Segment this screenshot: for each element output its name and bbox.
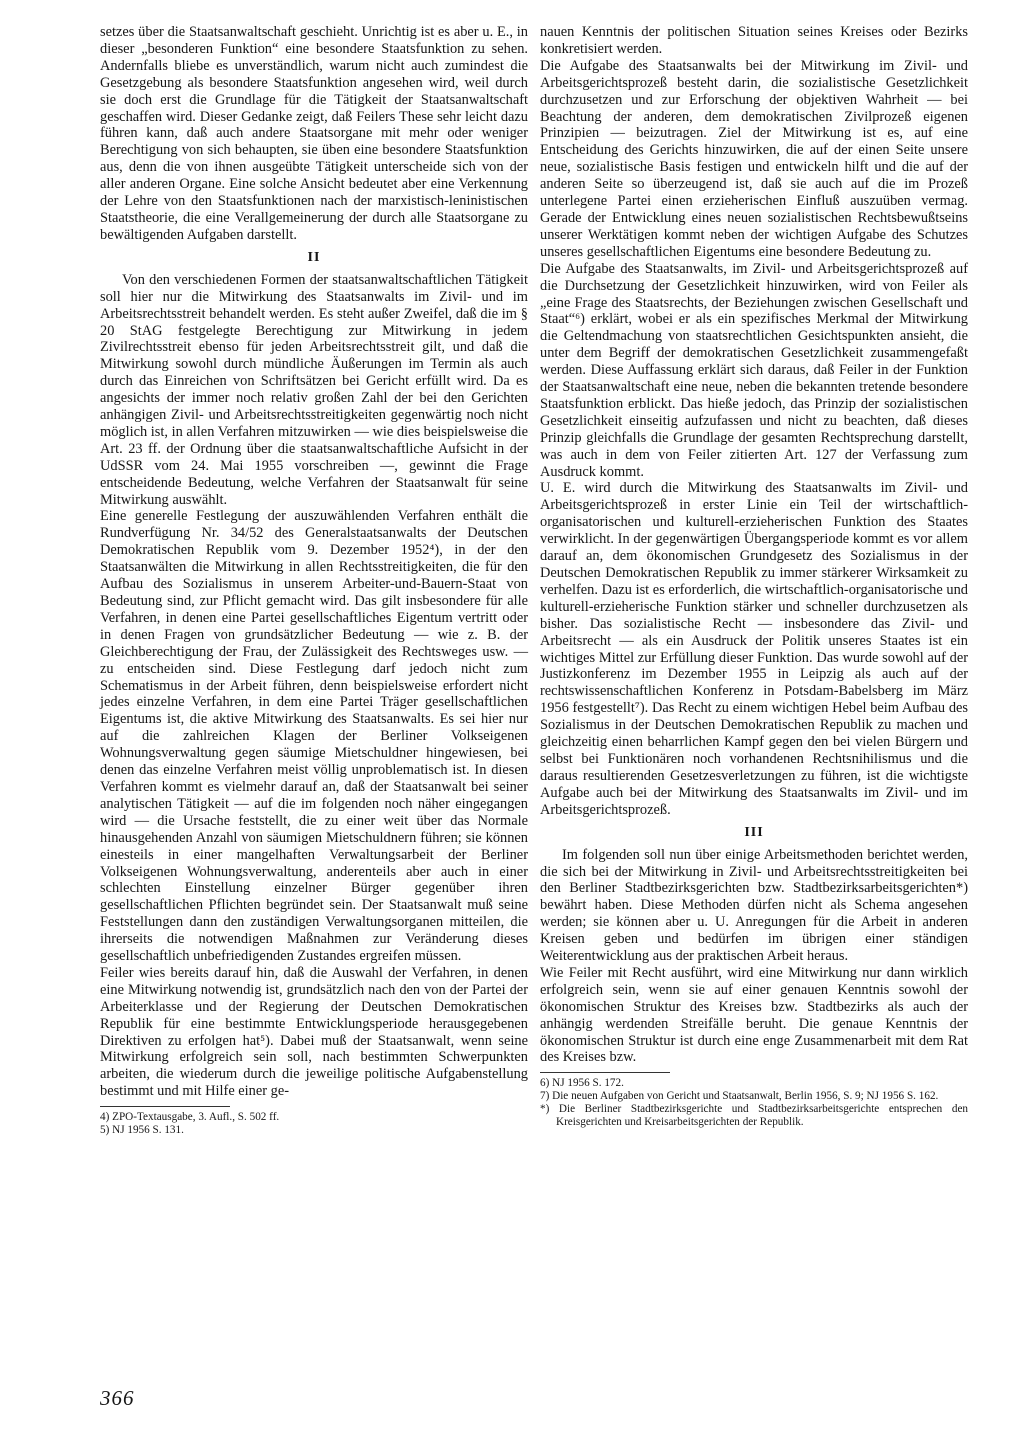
paragraph: setzes über die Staatsanwaltschaft geschieht. Unrichtig ist es aber u. E., in dieser „besonderen Funktion“ eine besondere Staatsfunktion zu sehen. Andernfalls bliebe es unverständlich, warum nicht auch zumindest die Gesetzgebung als besondere Staatsfunktion angesehen wird, weil durch sie doch erst die Grundlage für die Tätigkeit der Staatsanwaltschaft geschaffen wird. Dieser Gedanke zeigt, daß Feilers These sehr leicht dazu führen kann, daß auch andere Staatsorgane mit mehr oder weniger Berechtigung von sich behaupten, sie üben eine besondere Staatsfunktion aus, denn die von ihnen ausgeübte Tätigkeit unterscheide sich von der aller anderen Organe. Eine solche Ansicht bedeutet aber eine Verkennung der Lehre von den Staatsfunktionen nach der marxistisch-leninistischen Staatstheorie, die eine Verallgemeinerung der durch alle Staatsorgane zu bewältigenden Aufgaben darstellt. (100, 24, 528, 243)
paragraph: nauen Kenntnis der politischen Situation seines Kreises oder Bezirks konkretisiert werden. (540, 24, 968, 57)
footnote: 4) ZPO-Textausgabe, 3. Aufl., S. 502 ff. (100, 1111, 280, 1124)
right-column (540, 24, 968, 1129)
paragraph: Eine generelle Festlegung der auszuwählenden Verfahren enthält die Rundverfügung Nr. 34/52 des Generalstaatsanwalts der Deutschen Demokratischen Republik vom 9. Dezember 1952⁴), in der den Staatsanwälten die Mitwirkung in allen Rechtsstreitigkeiten, die für den Aufbau des Sozialismus in unserem Arbeiter-und-Bauern-Staat von Bedeutung sind, zur Pflicht gemacht wird. Das gilt insbesondere für alle Verfahren, in denen eine Partei gesellschaftliches Eigentum vertritt oder in denen Fragen von grundsätzlicher Bedeutung — wie z. B. der Gleichberechtigung der Frau, der Zulässigkeit des Rechtsweges usw. — zu entscheiden sind. Diese Festlegung darf jedoch nicht zum Schematismus in der Arbeit führen, denn beispielsweise erfordert nicht jedes einzelne Verfahren, in dem eine Partei Träger gesellschaftlichen Eigentums ist, die aktive Mitwirkung des Staatsanwalts. Es sei hier nur auf die zahlreichen Klagen der Berliner Volkseigenen Wohnungsverwaltung gegen säumige Mietschuldner hingewiesen, bei denen das einzelne Verfahren meist völlig unproblematisch ist. In diesen Verfahren kommt es vielmehr darauf an, daß der Staatsanwalt bei seiner analytischen Tätigkeit — auf die im folgenden noch näher eingegangen wird — die Ursache feststellt, die zu einer weit über das Normale hinausgehenden Anzahl von säumigen Mietschuldnern führen; sie können einesteils in einer mangelhaften Verwaltungsarbeit der Berliner Volkseigenen Wohnungsverwaltung, anderenteils aber auch in einer schlechten Einstellung einzelner Bürger gegenüber ihren gesellschaftlichen Pflichten begründet sein. Der Staatsanwalt muß seine Feststellungen dann den zuständigen Verwaltungsorganen mitteilen, die ihrerseits die notwendigen Maßnahmen zur Veränderung dieses gesellschaftlich unbefriedigenden Zustandes ergreifen müssen. (100, 508, 528, 965)
paragraph: Feiler wies bereits darauf hin, daß die Auswahl der Verfahren, in denen eine Mitwirkung notwendig ist, grundsätzlich nach den von der Partei der Arbeiterklasse und der Regierung der Deutschen Demokratischen Republik für eine bestimmte Entwicklungsperiode herausgegebenen Direktiven zu erfolgen hat⁵). Dabei muß der Staatsanwalt, wenn seine Mitwirkung erfolgreich sein soll, nach bestimmten Schwerpunkten arbeiten, die wiederum durch die jeweilige politische Aufgabenstellung bestimmt und mit Hilfe einer ge- (100, 964, 528, 1100)
paragraph: Von den verschiedenen Formen der staatsanwaltschaftlichen Tätigkeit soll hier nur die Mitwirkung des Staatsanwalts im Zivil- und im Arbeitsrechtsstreit behandelt werden. Es steht außer Zweifel, daß die im § 20 StAG festgelegte Berechtigung zur Mitwirkung in jedem Zivilrechtsstreit ebenso für jeden Arbeitsrechtsstreit gilt, und daß die Mitwirkung sowohl durch mündliche Äußerungen im Termin als auch durch das Einreichen von Schriftsätzen bei Gericht erfüllt wird. Da es angesichts der immer noch relativ großen Zahl der bei den Gerichten anhängigen Zivil- und Arbeitsrechtsstreitigkeiten gegenwärtig noch nicht möglich ist, in allen Verfahren mitzuwirken — wie dies beispielsweise die Art. 23 ff. der Ordnung über die staatsanwaltschaftliche Aufsicht in der UdSSR vom 24. Mai 1955 vorschreiben —, gewinnt die Frage entscheidende Bedeutung, welche Verfahren der Staatsanwalt für seine Mitwirkung auswählt. (100, 271, 528, 508)
section-heading: III (744, 824, 764, 840)
section-heading: II (307, 249, 321, 265)
page-number: 366 (100, 1386, 135, 1410)
footnote: 6) NJ 1956 S. 172. (540, 1077, 624, 1090)
paragraph: Die Aufgabe des Staatsanwalts, im Zivil- und Arbeitsgerichtsprozeß auf die Durchsetzung der Gesetzlichkeit hinzuwirken, wird von Feiler als „eine Frage des Staatsrechts, der Beziehungen zwischen Gesellschaft und Staat“⁶) erklärt, wobei er als ein spezifisches Merkmal der Mitwirkung die Geltendmachung von staatsrechtlichen Gesichtspunkten ansieht, die unter dem Begriff der demokratischen Gesetzlichkeit zusammengefaßt werden. Diese Auffassung erklärt sich daraus, daß Feiler in der Funktion der Staatsanwaltschaft eine neue, neben die bekannten tretende besondere Staatsfunktion erblickt. Das hieße jedoch, das Prinzip der sozialistischen Gesetzlichkeit einseitig aufzufassen und nicht zu beachten, daß dieses Prinzip gleichfalls die Grundlage der gesamten Rechtsprechung darstellt, was auch in dem von Feiler zitierten Art. 127 der Verfassung zum Ausdruck kommt. (540, 260, 968, 480)
footnote: 7) Die neuen Aufgaben von Gericht und Staatsanwalt, Berlin 1956, S. 9; NJ 1956 S. 162. (540, 1090, 939, 1103)
footnote-divider (540, 1072, 670, 1073)
paragraph: Die Aufgabe des Staatsanwalts bei der Mitwirkung im Zivil- und Arbeitsgerichtsprozeß besteht darin, die sozialistische Gesetzlichkeit durchzusetzen und zur Erforschung der objektiven Wahrheit — bei Beachtung der anderen, dem demokratischen Zivilprozeß eigenen Prinzipien — beizutragen. Ziel der Mitwirkung ist es, auf eine Entscheidung des Gerichts hinzuwirken, die auf der einen Seite unsere neue, sozialistische Basis festigen und entwickeln hilft und die auf der anderen Seite so überzeugend ist, daß sie auch auf die im Prozeß unterlegene Partei einen erzieherischen Einfluß auszuüben vermag. Gerade der Entwicklung eines neuen sozialistischen Rechtsbewußtseins unserer Werktätigen kommt neben der wichtigen Aufgabe des Schutzes unseres gesellschaftlichen Eigentums eine besondere Bedeutung zu. (540, 57, 968, 260)
footnote: 5) NJ 1956 S. 131. (100, 1124, 184, 1137)
left-column (100, 24, 528, 1137)
paragraph: Wie Feiler mit Recht ausführt, wird eine Mitwirkung nur dann wirklich erfolgreich sein, wenn sie auf einer genauen Kenntnis sowohl der ökonomischen Struktur des Kreises bzw. Stadtbezirks als auch der anhängig werdenden Streifälle beruht. Die genaue Kenntnis der ökonomischen Struktur ist durch eine enge Zusammenarbeit mit dem Rat des Kreises bzw. (540, 964, 968, 1066)
footnote: *) Die Berliner Stadtbezirksgerichte und Stadtbezirksarbeitsgerichte entsprechen den Kreisgerichten und Kreisarbeitsgerichten der Republik. (540, 1103, 968, 1129)
footnote-divider (100, 1106, 230, 1107)
paragraph: Im folgenden soll nun über einige Arbeitsmethoden berichtet werden, die sich bei der Mitwirkung in Zivil- und Arbeitsrechtsstreitigkeiten bei den Berliner Stadtbezirksgerichten bzw. Stadtbezirksarbeitsgerichten*) bewährt haben. Diese Methoden dürfen nicht als Schema angesehen werden; sie können aber u. U. Anregungen für die Arbeit in anderen Kreisen geben und bedürfen im übrigen einer ständigen Weiterentwicklung aus der praktischen Arbeit heraus. (540, 846, 968, 965)
paragraph: U. E. wird durch die Mitwirkung des Staatsanwalts im Zivil- und Arbeitsgerichtsprozeß in erster Linie ein Teil der wirtschaftlich-organisatorischen und kulturell-erzieherischen Funktion des Staates verwirklicht. In der gegenwärtigen Übergangsperiode kommt es vor allem darauf an, dem ökonomischen Grundgesetz des Sozialismus in der Deutschen Demokratischen Republik zu immer stärkerer Wirksamkeit zu verhelfen. Dazu ist es erforderlich, die wirtschaftlich-organisatorische und kulturell-erzieherische Funktion stärker und schneller durchzusetzen als bisher. Das sozialistische Recht — insbesondere das Zivil- und Arbeitsrecht — als ein Ausdruck der Politik unseres Staates ist ein wichtiges Mittel zur Erfüllung dieser Funktion. Das wurde sowohl auf der Justizkonferenz im Dezember 1955 in Leipzig als auch auf der rechtswissenschaftlichen Konferenz in Potsdam-Babelsberg im März 1956 festgestellt⁷). Das Recht zu einem wichtigen Hebel beim Aufbau des Sozialismus in der Deutschen Demokratischen Republik zu machen und gleichzeitig einen beharrlichen Kampf gegen den bei vielen Bürgern und selbst bei Funktionären noch vorhandenen Rechtsnihilismus und die daraus resultierenden Gesetzesverletzungen zu führen, ist die wichtigste Aufgabe auch bei der Mitwirkung des Staatsanwalts im Zivil- und im Arbeitsgerichtsprozeß. (540, 480, 968, 818)
